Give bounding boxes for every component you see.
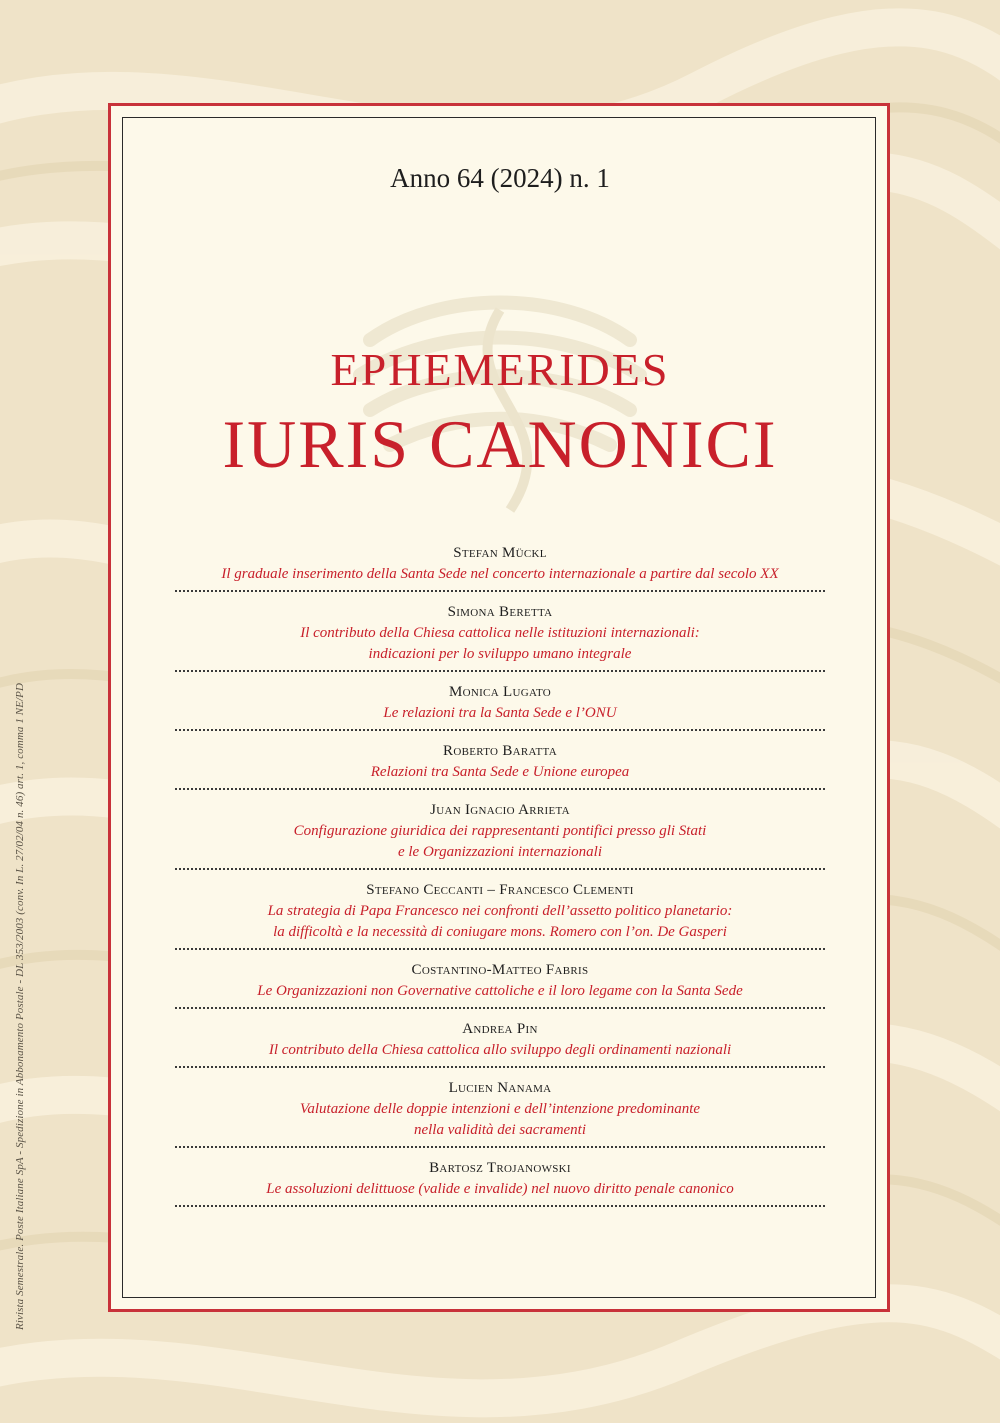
entry-author: Stefan Mückl — [453, 545, 547, 561]
entry-title: Le Organizzazioni non Governative cattoliche e il loro legame con la Santa Sede — [257, 983, 743, 999]
journal-title-line1: EPHEMERIDES — [330, 344, 670, 395]
toc-entry — [175, 737, 825, 790]
toc-entry — [175, 598, 825, 672]
entry-title-continued: e le Organizzazioni internazionali — [397, 844, 603, 860]
issue-number: Anno 64 (2024) n. 1 — [390, 163, 610, 193]
journal-title-line2: IURIS CANONICI — [222, 406, 778, 482]
toc-entry — [175, 1074, 825, 1148]
toc-entry — [175, 1154, 825, 1207]
entry-author: Monica Lugato — [448, 684, 552, 700]
entry-author: Andrea Pin — [462, 1021, 538, 1037]
entry-title: Le assoluzioni delittuose (valide e invalide) nel nuovo diritto penale canonico — [266, 1181, 734, 1197]
postal-notice: Rivista Semestrale. Poste Italiane SpA - Spedizione in Abbonamento Postale - DL 353/2003 (conv. In L. 27/02/04 n. 46) art. 1, comma 1 NE/PD — [14, 682, 26, 1330]
toc-entry — [175, 956, 825, 1009]
entry-title-continued: nella validità dei sacramenti — [413, 1122, 587, 1138]
entry-author: Lucien Nanama — [448, 1080, 552, 1096]
toc-entry — [175, 1015, 825, 1068]
entry-author: Simona Beretta — [447, 604, 553, 620]
toc-entry — [175, 539, 825, 592]
entry-title-continued: indicazioni per lo sviluppo umano integrale — [368, 646, 632, 662]
watermark-emblem — [330, 270, 670, 530]
entry-title: Valutazione delle doppie intenzioni e dell’intenzione predominante — [299, 1101, 701, 1117]
toc-entry — [175, 678, 825, 731]
entry-author: Roberto Baratta — [443, 743, 557, 759]
entry-author: Bartosz Trojanowski — [429, 1160, 571, 1176]
entry-title: Il graduale inserimento della Santa Sede nel concerto internazionale a partire dal secolo XX — [221, 566, 779, 582]
entry-title: Configurazione giuridica dei rappresentanti pontifici presso gli Stati — [293, 823, 707, 839]
entry-author: Juan Ignacio Arrieta — [430, 802, 570, 818]
entry-title: Le relazioni tra la Santa Sede e l’ONU — [383, 705, 617, 721]
entry-title: Il contributo della Chiesa cattolica allo sviluppo degli ordinamenti nazionali — [268, 1042, 732, 1058]
toc-entry — [175, 876, 825, 950]
toc-entry — [175, 796, 825, 870]
table-of-contents — [175, 539, 825, 1213]
entry-title-continued: la difficoltà e la necessità di coniugare mons. Romero con l’on. De Gasperi — [273, 924, 727, 940]
entry-author: Costantino-Matteo Fabris — [411, 962, 589, 978]
entry-title: Il contributo della Chiesa cattolica nelle istituzioni internazionali: — [300, 625, 700, 641]
entry-author: Stefano Ceccanti – Francesco Clementi — [366, 882, 634, 898]
entry-title: Relazioni tra Santa Sede e Unione europea — [370, 764, 630, 780]
entry-title: La strategia di Papa Francesco nei confronti dell’assetto politico planetario: — [267, 903, 733, 919]
